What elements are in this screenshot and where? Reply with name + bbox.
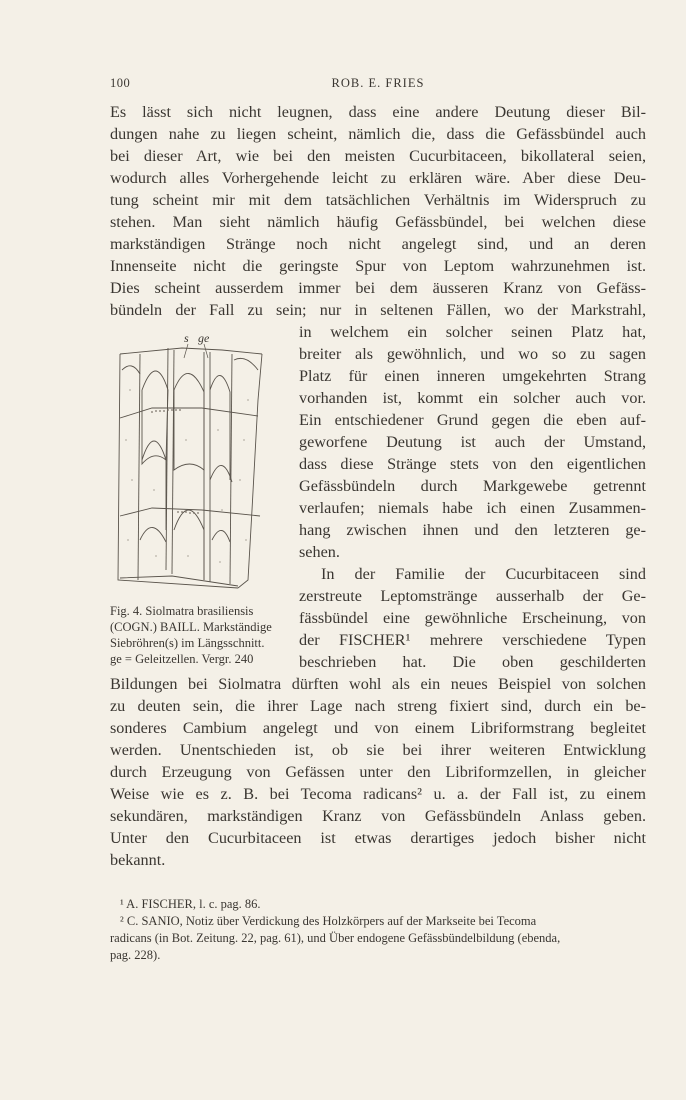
side-line: geworfene Deutung ist auch der Umstand, — [299, 433, 646, 451]
body-line: tung scheint mir mit dem tatsächlichen Verhältnis im Widerspruch zu — [110, 191, 646, 209]
side-line: fässbündel eine gewöhnliche Erscheinung, von — [299, 609, 646, 627]
side-line: dass diese Stränge stets von den eigentlichen — [299, 455, 646, 473]
body-line: Bildungen bei Siolmatra dürften wohl als ein neues Beispiel von solchen — [110, 675, 646, 693]
figure-label-s: s — [184, 331, 189, 345]
side-line: sehen. — [299, 543, 340, 561]
figure-caption-line: Siebröhren(s) im Längsschnitt. — [110, 636, 265, 650]
side-line: der FISCHER¹ mehrere verschiedene Typen — [299, 631, 646, 649]
side-line: Platz für einen inneren umgekehrten Strang — [299, 367, 646, 385]
body-line: Dies scheint ausserdem immer bei dem äusseren Kranz von Gefäss- — [110, 279, 646, 297]
body-line: sekundären, markständigen Kranz von Gefässbündeln Anlass geben. — [110, 807, 646, 825]
figure-caption-line: (COGN.) BAILL. Markständige — [110, 620, 272, 634]
body-line: dungen nahe zu liegen scheint, nämlich die, dass die Gefässbündel auch — [110, 125, 646, 143]
running-head: ROB. E. FRIES — [331, 76, 425, 90]
footnote-2-cont: radicans (in Bot. Zeitung. 22, pag. 61), und Über endogene Gefässbündelbildung (ebenda, — [110, 931, 561, 945]
body-line: werden. Unentschieden ist, ob sie bei ihrer weiteren Entwicklung — [110, 741, 646, 759]
body-line: durch Erzeugung von Gefässen unter den Libriformzellen, in gleicher — [110, 763, 646, 781]
page-header — [110, 76, 646, 96]
body-line: Unter den Cucurbitaceen ist etwas derartiges jedoch bisher nicht — [110, 829, 646, 847]
body-line: bündeln der Fall zu sein; nur in seltenen Fällen, wo der Markstrahl, — [110, 301, 646, 319]
figure-caption-line: ge = Geleitzellen. Vergr. 240 — [110, 652, 254, 666]
side-line: breiter als gewöhnlich, und wo so zu sagen — [299, 345, 646, 363]
figure-4-illustration — [112, 330, 284, 592]
footnote-2: ² C. SANIO, Notiz über Verdickung des Holzkörpers auf der Markseite bei Tecoma — [120, 914, 537, 928]
side-line: hang zwischen ihnen und den letzteren ge- — [299, 521, 646, 539]
footnote-1: ¹ A. FISCHER, l. c. pag. 86. — [120, 897, 261, 911]
body-line: bei dieser Art, wie bei den meisten Cucurbitaceen, bikollateral seien, — [110, 147, 646, 165]
figure-caption-line: Fig. 4. Siolmatra brasiliensis — [110, 604, 254, 618]
figure-label-ge: ge — [198, 331, 210, 345]
side-line: In der Familie der Cucurbitaceen sind — [321, 565, 646, 583]
body-line: Innenseite nicht die geringste Spur von Leptom wahrzunehmen ist. — [110, 257, 646, 275]
side-line: beschrieben hat. Die oben geschilderten — [299, 653, 646, 671]
footnote-2-end: pag. 228). — [110, 948, 161, 962]
page-number: 100 — [110, 76, 131, 90]
side-line: Gefässbündeln durch Markgewebe getrennt — [299, 477, 646, 495]
body-line: sonderes Cambium angelegt und von einem Libriformstrang begleitet — [110, 719, 646, 737]
body-line: stehen. Man sieht nämlich häufig Gefässbündel, bei welchen diese — [110, 213, 646, 231]
body-line: zu deuten sein, die ihrer Lage nach streng fixiert sind, durch ein be- — [110, 697, 646, 715]
side-line: verlaufen; niemals habe ich einen Zusammen- — [299, 499, 646, 517]
side-line: in welchem ein solcher seinen Platz hat, — [299, 323, 646, 341]
body-line: Weise wie es z. B. bei Tecoma radicans² u. a. der Fall ist, zu einem — [110, 785, 646, 803]
body-line: wodurch alles Vorhergehende leicht zu erklären wäre. Aber diese Deu- — [110, 169, 646, 187]
side-line: zerstreute Leptomstränge ausserhalb der Ge- — [299, 587, 646, 605]
body-line: Es lässt sich nicht leugnen, dass eine andere Deutung dieser Bil- — [110, 103, 646, 121]
side-line: Ein entschiedener Grund gegen die eben auf- — [299, 411, 646, 429]
side-line: vorhanden ist, kommt ein solcher auch vor. — [299, 389, 646, 407]
body-line: markständigen Stränge noch nicht angelegt sind, und an deren — [110, 235, 646, 253]
body-line: bekannt. — [110, 851, 166, 869]
